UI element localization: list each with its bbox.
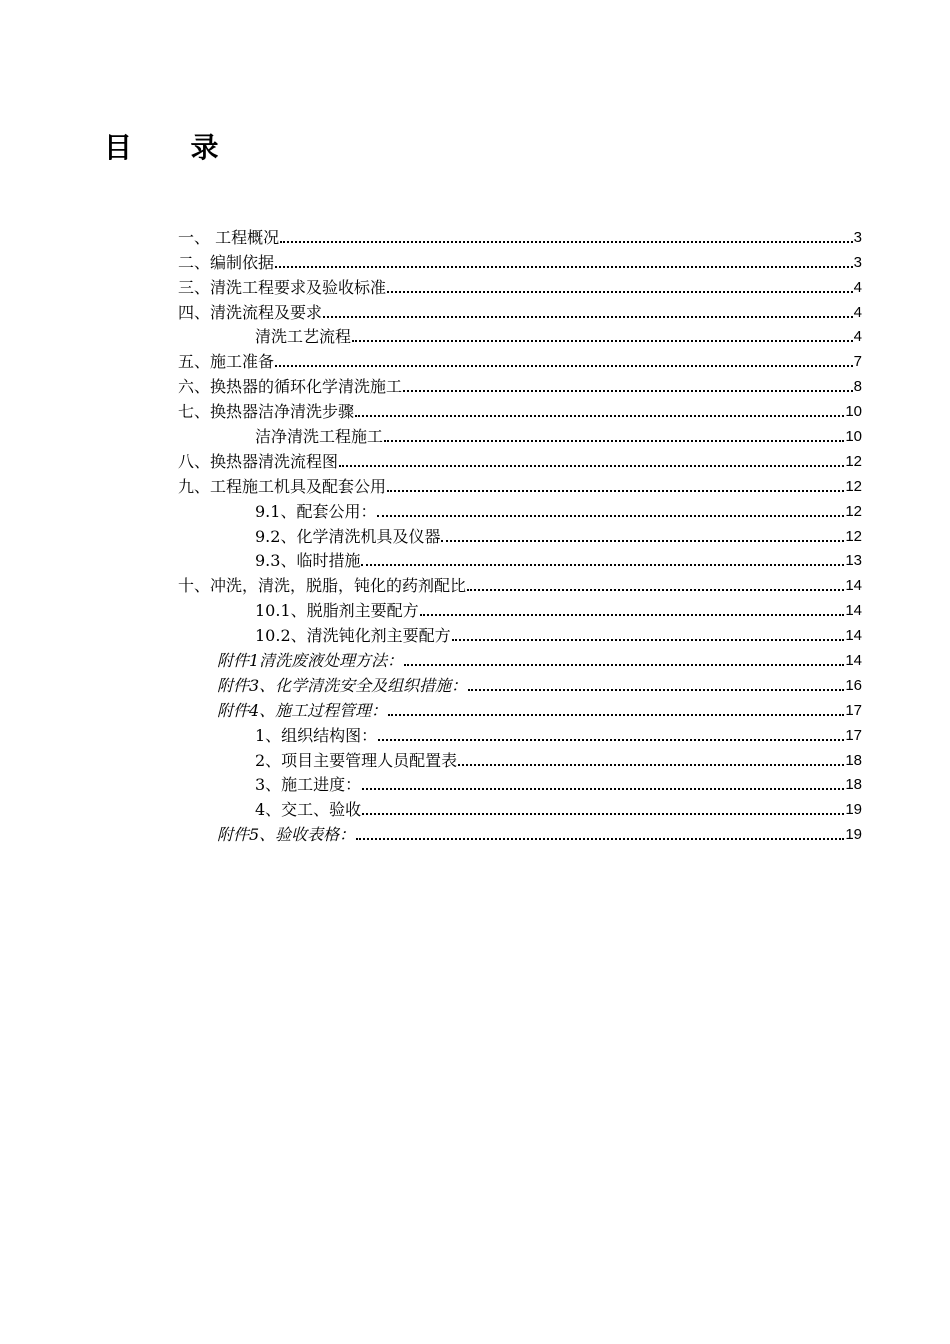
toc-entry-page-number: 4 [853, 278, 862, 296]
dot-leader [378, 739, 844, 741]
toc-entry-label: 附件5、验收表格： [217, 825, 356, 845]
toc-entry[interactable] [178, 448, 862, 473]
dot-leader [352, 340, 853, 342]
toc-entry-page-number: 12 [845, 477, 862, 495]
toc-entry-page-number: 10 [845, 403, 862, 421]
dot-leader [339, 465, 844, 467]
toc-entry[interactable] [217, 697, 862, 722]
dot-leader [377, 515, 844, 517]
toc-entry[interactable] [178, 274, 862, 299]
toc-entry[interactable] [255, 622, 862, 647]
toc-entry-page-number: 12 [845, 502, 862, 520]
toc-entry[interactable] [217, 672, 862, 697]
toc-entry-page-number: 10 [845, 428, 862, 446]
toc-entry-page-number: 17 [845, 726, 862, 744]
toc-entry-label: 四、清洗流程及要求 [178, 302, 323, 322]
toc-entry[interactable] [178, 572, 862, 597]
dot-leader [355, 415, 844, 417]
toc-entry-page-number: 14 [845, 602, 862, 620]
toc-entry-page-number: 19 [845, 801, 862, 819]
toc-entry-label: 3、施工进度： [255, 775, 362, 795]
toc-entry[interactable] [255, 324, 862, 349]
toc-entry[interactable] [217, 647, 862, 672]
toc-entry-label: 九、工程施工机具及配套公用 [178, 476, 387, 496]
dot-leader [452, 639, 845, 641]
table-of-contents [0, 224, 950, 846]
toc-entry[interactable] [255, 722, 862, 747]
dot-leader [356, 838, 844, 840]
toc-entry-label: 9.1、配套公用： [255, 501, 377, 521]
toc-entry[interactable] [255, 523, 862, 548]
toc-entry-page-number: 4 [853, 303, 862, 321]
toc-entry-page-number: 7 [853, 353, 862, 371]
toc-entry-page-number: 14 [845, 652, 862, 670]
toc-entry[interactable] [255, 548, 862, 573]
toc-entry[interactable] [178, 373, 862, 398]
toc-entry-page-number: 14 [845, 577, 862, 595]
toc-entry-page-number: 17 [845, 701, 862, 719]
dot-leader [275, 266, 853, 268]
dot-leader [468, 689, 844, 691]
toc-entry-label: 十、冲洗，清洗，脱脂，钝化的药剂配比 [178, 576, 467, 596]
toc-entry-label: 五、施工准备 [178, 352, 275, 372]
dot-leader [441, 540, 844, 542]
toc-entry-label: 七、换热器洁净清洗步骤 [178, 402, 355, 422]
toc-entry-label: 八、换热器清洗流程图 [178, 451, 339, 471]
toc-title: 目 录 [104, 131, 219, 164]
toc-entry[interactable] [255, 747, 862, 772]
toc-entry-label: 洁净清洗工程施工 [255, 427, 384, 447]
toc-entry-page-number: 3 [853, 253, 862, 271]
dot-leader [387, 490, 844, 492]
toc-entry[interactable] [178, 473, 862, 498]
dot-leader [361, 564, 844, 566]
toc-entry-page-number: 3 [853, 228, 862, 246]
dot-leader [362, 788, 844, 790]
toc-entry[interactable] [178, 299, 862, 324]
toc-entry-page-number: 13 [845, 552, 862, 570]
toc-entry[interactable] [255, 597, 862, 622]
dot-leader [280, 241, 853, 243]
dot-leader [275, 365, 853, 367]
toc-entry[interactable] [217, 821, 862, 846]
toc-entry-label: 三、清洗工程要求及验收标准 [178, 277, 387, 297]
toc-entry-label: 2、项目主要管理人员配置表 [255, 750, 458, 770]
toc-entry[interactable] [178, 348, 862, 373]
toc-entry-page-number: 4 [853, 328, 862, 346]
toc-entry-page-number: 12 [845, 452, 862, 470]
toc-entry-page-number: 12 [845, 527, 862, 545]
dot-leader [404, 664, 844, 666]
toc-entry-page-number: 19 [845, 826, 862, 844]
toc-entry[interactable] [255, 796, 862, 821]
toc-entry-label: 1、组织结构图： [255, 725, 378, 745]
toc-entry[interactable] [178, 398, 862, 423]
toc-entry-label: 4、交工、验收 [255, 800, 362, 820]
toc-entry-label: 一、 工程概况 [178, 227, 280, 247]
toc-entry-label: 二、编制依据 [178, 252, 275, 272]
toc-entry-label: 附件4、施工过程管理： [217, 700, 388, 720]
dot-leader [403, 390, 853, 392]
dot-leader [388, 714, 844, 716]
toc-entry-label: 9.2、化学清洗机具及仪器 [255, 526, 441, 546]
toc-entry[interactable] [255, 772, 862, 797]
toc-entry-page-number: 8 [853, 378, 862, 396]
toc-entry-page-number: 18 [845, 776, 862, 794]
toc-entry-label: 10.1、脱脂剂主要配方 [255, 601, 419, 621]
dot-leader [458, 764, 844, 766]
dot-leader [420, 614, 845, 616]
toc-entry-label: 9.3、临时措施 [255, 551, 361, 571]
dot-leader [467, 589, 844, 591]
toc-entry-label: 清洗工艺流程 [255, 327, 352, 347]
toc-entry-page-number: 16 [845, 676, 862, 694]
toc-entry[interactable] [255, 498, 862, 523]
toc-entry-label: 10.2、清洗钝化剂主要配方 [255, 626, 451, 646]
toc-entry-page-number: 14 [845, 627, 862, 645]
toc-entry-label: 六、换热器的循环化学清洗施工 [178, 377, 403, 397]
dot-leader [387, 291, 853, 293]
dot-leader [323, 316, 853, 318]
toc-entry[interactable] [178, 224, 862, 249]
toc-entry-label: 附件1清洗废液处理方法： [217, 651, 404, 671]
toc-entry-label: 附件3、化学清洗安全及组织措施： [217, 675, 468, 695]
dot-leader [362, 813, 844, 815]
toc-entry[interactable] [178, 249, 862, 274]
toc-entry[interactable] [255, 423, 862, 448]
toc-entry-page-number: 18 [845, 751, 862, 769]
dot-leader [384, 440, 844, 442]
